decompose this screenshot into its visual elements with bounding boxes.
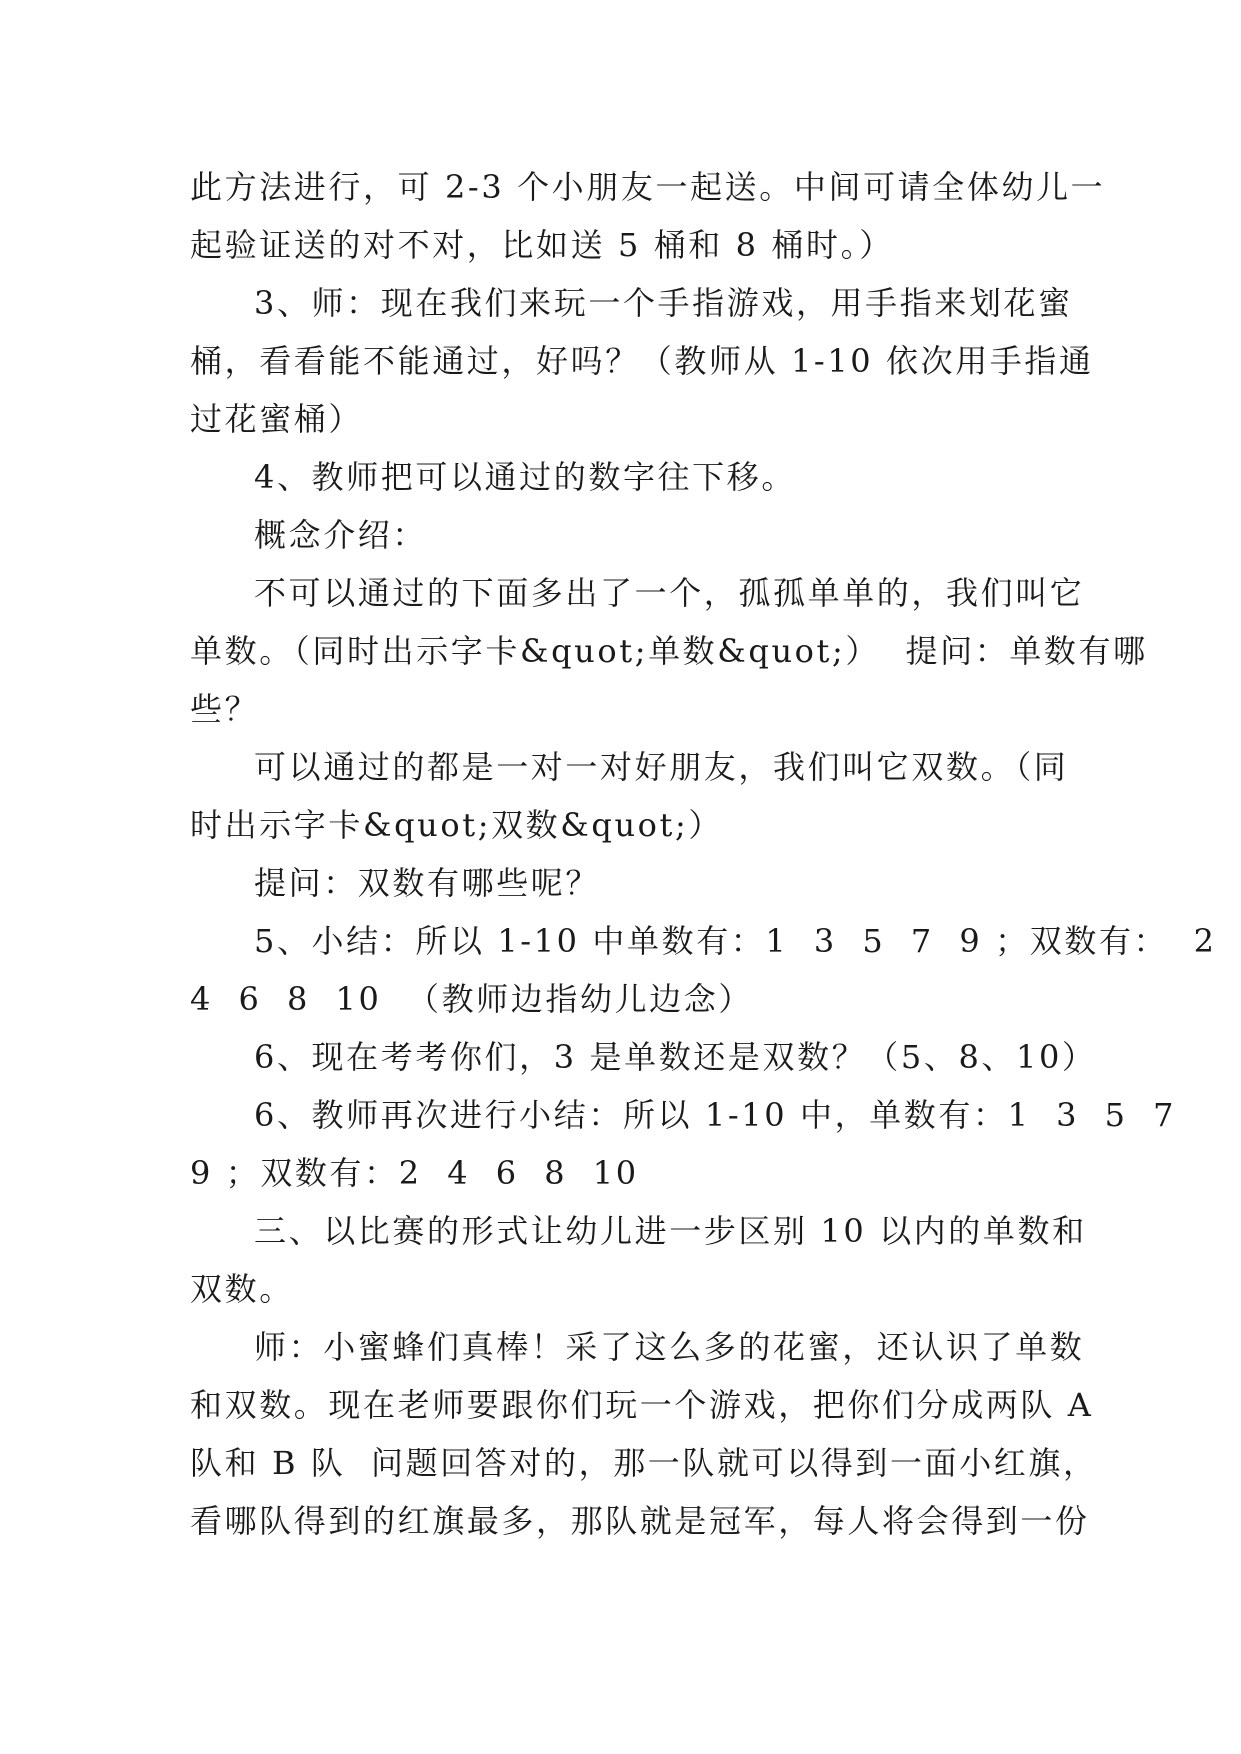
text-line: 不可以通过的下面多出了一个，孤孤单单的，我们叫它 xyxy=(254,574,1085,612)
text-line: 些？ xyxy=(190,690,260,728)
text-line: 6、教师再次进行小结：所以 1-10 中，单数有：1 3 5 7 xyxy=(254,1096,1177,1134)
document-page xyxy=(190,158,1217,1550)
text-line: 4、教师把可以通过的数字往下移。 xyxy=(254,458,796,496)
text-line: 3、师：现在我们来玩一个手指游戏，用手指来划花蜜 xyxy=(254,284,1073,322)
text-line: 概念介绍： xyxy=(254,516,428,554)
text-line: 5、小结：所以 1-10 中单数有：1 3 5 7 9 ；双数有： 2 xyxy=(254,922,1217,960)
text-line: 提问：双数有哪些呢？ xyxy=(254,864,601,902)
document-body xyxy=(190,158,1217,1550)
text-line: 单数。（同时出示字卡&quot;单数&quot;） 提问：单数有哪 xyxy=(190,632,1148,670)
text-line: 桶，看看能不能通过，好吗？（教师从 1-10 依次用手指通 xyxy=(190,342,1094,380)
text-line: 4 6 8 10 （教师边指幼儿边念） xyxy=(190,980,753,1018)
text-line: 起验证送的对不对，比如送 5 桶和 8 桶时。） xyxy=(190,226,894,264)
text-line: 9 ；双数有：2 4 6 8 10 xyxy=(190,1154,639,1192)
text-line: 此方法进行，可 2-3 个小朋友一起送。中间可请全体幼儿一 xyxy=(190,168,1106,206)
text-line: 三、以比赛的形式让幼儿进一步区别 10 以内的单数和 xyxy=(254,1212,1087,1250)
text-line: 双数。 xyxy=(190,1270,294,1308)
text-line: 看哪队得到的红旗最多，那队就是冠军，每人将会得到一份 xyxy=(190,1502,1090,1540)
text-line: 师：小蜜蜂们真棒！采了这么多的花蜜，还认识了单数 xyxy=(254,1328,1085,1366)
text-line: 可以通过的都是一对一对好朋友，我们叫它双数。（同 xyxy=(254,748,1069,786)
text-line: 和双数。现在老师要跟你们玩一个游戏，把你们分成两队 A xyxy=(190,1386,1094,1424)
text-line: 过花蜜桶） xyxy=(190,400,364,438)
text-line: 队和 B 队 问题回答对的，那一队就可以得到一面小红旗， xyxy=(190,1444,1098,1482)
text-line: 6、现在考考你们，3 是单数还是双数？（5、8、10） xyxy=(254,1038,1097,1076)
text-line: 时出示字卡&quot;双数&quot;） xyxy=(190,806,723,844)
